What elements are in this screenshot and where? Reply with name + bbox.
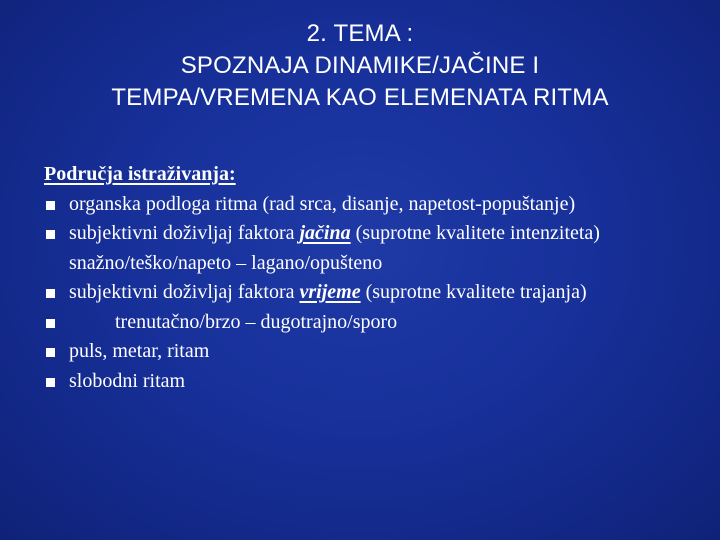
square-bullet-icon bbox=[46, 289, 55, 298]
list-item-text-before: subjektivni doživljaj faktora bbox=[69, 222, 300, 244]
title-line-3: TEMPA/VREMENA KAO ELEMENATA RITMA bbox=[111, 84, 609, 111]
section-heading: Područja istraživanja: bbox=[44, 163, 236, 185]
list-item-text: puls, metar, ritam bbox=[69, 340, 210, 362]
list-item-text-before: subjektivni doživljaj faktora bbox=[69, 281, 300, 303]
list-item bbox=[44, 308, 684, 338]
list-item-text: slobodni ritam bbox=[69, 369, 186, 392]
list-item bbox=[44, 337, 684, 367]
slide-content bbox=[44, 160, 684, 396]
square-bullet-icon bbox=[46, 230, 55, 239]
list-item-text: organska podloga ritma (rad srca, disanje, napetost-popuštanje) bbox=[69, 192, 576, 215]
square-bullet-icon bbox=[46, 348, 55, 357]
list-item bbox=[44, 219, 684, 249]
square-bullet-icon bbox=[46, 319, 55, 328]
square-bullet-icon bbox=[46, 378, 55, 387]
list-item-text-after: (suprotne kvalitete trajanja) bbox=[360, 281, 587, 303]
bullet-list bbox=[44, 190, 684, 397]
list-subline-text: snažno/teško/napeto – lagano/opušteno bbox=[69, 251, 383, 274]
list-subline bbox=[44, 249, 684, 279]
list-item bbox=[44, 278, 684, 308]
list-item bbox=[44, 367, 684, 397]
keyword-jacina: jačina bbox=[299, 222, 351, 244]
title-line-2: SPOZNAJA DINAMIKE/JAČINE I bbox=[180, 52, 540, 79]
list-item-text-after: (suprotne kvalitete intenziteta) bbox=[350, 222, 600, 244]
list-item bbox=[44, 190, 684, 220]
slide-title bbox=[20, 18, 700, 114]
list-item-text: trenutačno/brzo – dugotrajno/sporo bbox=[115, 310, 398, 333]
title-line-1: 2. TEMA : bbox=[306, 20, 414, 47]
square-bullet-icon bbox=[46, 201, 55, 210]
keyword-vrijeme: vrijeme bbox=[299, 281, 361, 303]
